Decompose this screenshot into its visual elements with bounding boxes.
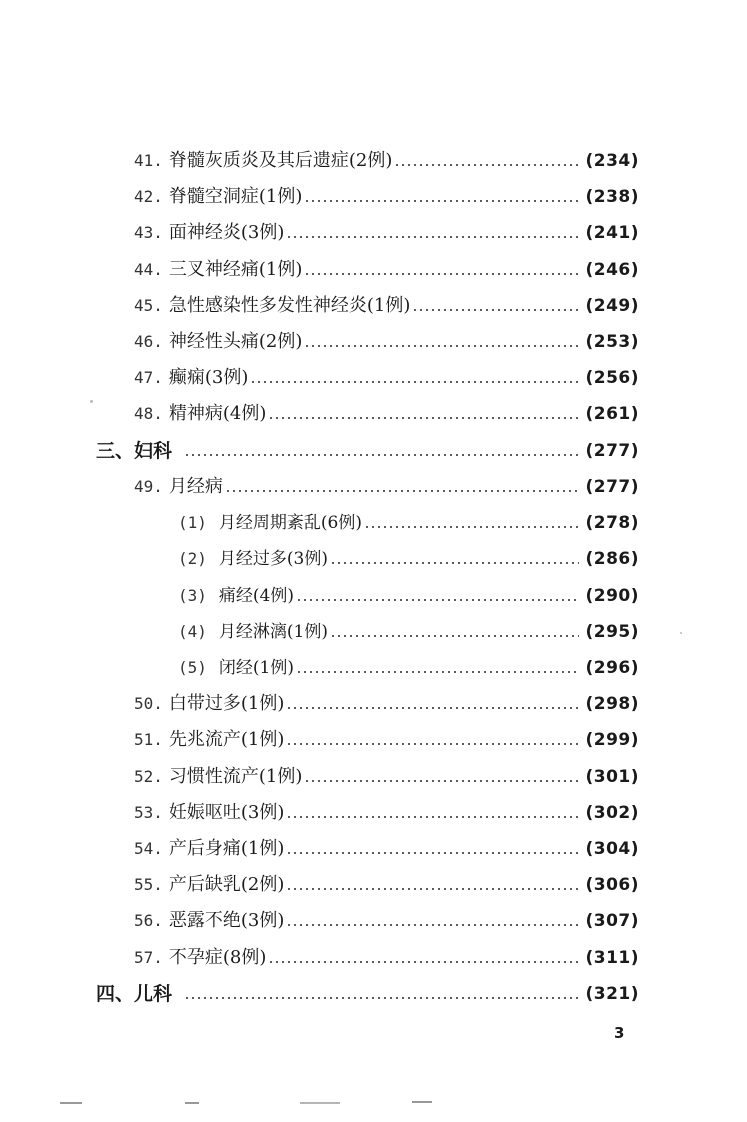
- entry-number: 54.: [134, 839, 163, 858]
- entry-number: 46.: [134, 332, 163, 351]
- toc-entry-45: [134, 288, 639, 324]
- entry-page: (238): [585, 187, 639, 207]
- entry-number: (2): [178, 549, 207, 568]
- entry-page: (256): [585, 368, 639, 388]
- toc-subentry-1: [178, 505, 639, 541]
- dot-leader: [286, 888, 579, 890]
- entry-title: 先兆流产(1例): [168, 729, 285, 750]
- entry-title: 产后缺乳(2例): [168, 874, 285, 895]
- entry-number: 53.: [134, 803, 163, 822]
- dot-leader: [304, 200, 579, 202]
- entry-number: 51.: [134, 730, 163, 749]
- entry-page: (296): [585, 658, 639, 678]
- toc-entry-52: [134, 759, 639, 795]
- scan-speck: [300, 1102, 340, 1104]
- toc-section-gynecology: [96, 433, 639, 469]
- entry-title: 脊髓灰质炎及其后遗症(2例): [168, 150, 393, 171]
- dot-leader: [330, 635, 579, 637]
- entry-title: 急性感染性多发性神经炎(1例): [168, 295, 411, 316]
- dot-leader: [364, 526, 579, 528]
- entry-title: 月经周期紊乱(6例): [218, 513, 362, 533]
- entry-number: 48.: [134, 404, 163, 423]
- toc-entry-55: [134, 867, 639, 903]
- entry-title: 月经淋漓(1例): [218, 622, 328, 642]
- toc-entry-56: [134, 903, 639, 939]
- dot-leader: [296, 599, 579, 601]
- dot-leader: [330, 562, 579, 564]
- entry-number: 52.: [134, 767, 163, 786]
- entry-number: 45.: [134, 296, 163, 315]
- dot-leader: [394, 164, 579, 166]
- dot-leader: [286, 816, 579, 818]
- entry-title: 恶露不绝(3例): [168, 910, 285, 931]
- entry-title: 癫痫(3例): [168, 367, 249, 388]
- toc-subentry-4: [178, 614, 639, 650]
- entry-title: 三叉神经痛(1例): [168, 259, 303, 280]
- entry-page: (241): [585, 223, 639, 243]
- dot-leader: [286, 236, 579, 238]
- entry-title: 精神病(4例): [168, 403, 267, 424]
- dot-leader: [286, 924, 579, 926]
- entry-title: 白带过多(1例): [168, 693, 285, 714]
- dot-leader: [412, 309, 579, 311]
- entry-title: 月经过多(3例): [218, 549, 328, 569]
- entry-number: 56.: [134, 911, 163, 930]
- entry-title: 脊髓空洞症(1例): [168, 186, 303, 207]
- entry-number: 44.: [134, 260, 163, 279]
- entry-page: (295): [585, 622, 639, 642]
- dot-leader: [304, 345, 579, 347]
- scan-speck: [185, 1102, 199, 1104]
- toc-entry-43: [134, 215, 639, 251]
- entry-page: (286): [585, 549, 639, 569]
- entry-title: 不孕症(8例): [168, 947, 267, 968]
- dot-leader: [304, 780, 579, 782]
- entry-page: (306): [585, 875, 639, 895]
- entry-number: 55.: [134, 875, 163, 894]
- toc-entry-46: [134, 324, 639, 360]
- toc-subentry-3: [178, 578, 639, 614]
- toc-entry-54: [134, 831, 639, 867]
- toc-entry-42: [134, 179, 639, 215]
- entry-page: (277): [585, 441, 639, 461]
- toc-entry-57: [134, 940, 639, 976]
- toc-entry-50: [134, 686, 639, 722]
- entry-title: 面神经炎(3例): [168, 222, 285, 243]
- toc-entry-51: [134, 722, 639, 758]
- entry-title: 习惯性流产(1例): [168, 766, 303, 787]
- toc-entry-47: [134, 360, 639, 396]
- dot-leader: [250, 381, 579, 383]
- dot-leader: [304, 273, 579, 275]
- entry-page: (253): [585, 332, 639, 352]
- entry-title: 产后身痛(1例): [168, 838, 285, 859]
- section-title: 三、妇科: [96, 440, 173, 462]
- entry-page: (301): [585, 767, 639, 787]
- entry-page: (299): [585, 730, 639, 750]
- entry-page: (302): [585, 803, 639, 823]
- entry-number: 41.: [134, 151, 163, 170]
- scan-speck: [60, 1102, 82, 1104]
- entry-number: (3): [178, 586, 207, 605]
- entry-page: (311): [585, 948, 639, 968]
- entry-page: (246): [585, 260, 639, 280]
- dot-leader: [296, 671, 579, 673]
- scan-speck: [412, 1101, 432, 1103]
- toc-entry-53: [134, 795, 639, 831]
- scan-speck: [90, 400, 93, 403]
- toc-subentry-5: [178, 650, 639, 686]
- section-title: 四、儿科: [96, 983, 173, 1005]
- toc-entry-44: [134, 252, 639, 288]
- toc-entry-41: [134, 143, 639, 179]
- entry-number: (4): [178, 622, 207, 641]
- entry-page: (307): [585, 911, 639, 931]
- toc-section-pediatrics: [96, 976, 639, 1012]
- dot-leader: [184, 997, 579, 999]
- entry-number: 47.: [134, 368, 163, 387]
- entry-title: 妊娠呕吐(3例): [168, 802, 285, 823]
- entry-page: (249): [585, 296, 639, 316]
- entry-page: (278): [585, 513, 639, 533]
- dot-leader: [286, 743, 579, 745]
- entry-number: 49.: [134, 477, 163, 496]
- dot-leader: [184, 454, 579, 456]
- dot-leader: [286, 852, 579, 854]
- entry-page: (277): [585, 477, 639, 497]
- entry-number: 43.: [134, 223, 163, 242]
- dot-leader: [225, 490, 580, 492]
- entry-number: 50.: [134, 694, 163, 713]
- entry-page: (290): [585, 586, 639, 606]
- entry-number: 42.: [134, 187, 163, 206]
- toc-subentry-2: [178, 541, 639, 577]
- entry-number: 57.: [134, 948, 163, 967]
- entry-page: (304): [585, 839, 639, 859]
- entry-page: (321): [585, 984, 639, 1004]
- entry-title: 神经性头痛(2例): [168, 331, 303, 352]
- entry-number: (5): [178, 658, 207, 677]
- dot-leader: [268, 417, 579, 419]
- scan-speck: [680, 632, 682, 634]
- entry-title: 闭经(1例): [218, 658, 294, 678]
- entry-title: 痛经(4例): [218, 586, 294, 606]
- page-number: 3: [614, 1024, 625, 1042]
- entry-page: (234): [585, 151, 639, 171]
- dot-leader: [268, 961, 579, 963]
- entry-page: (298): [585, 694, 639, 714]
- entry-page: (261): [585, 404, 639, 424]
- entry-number: (1): [178, 513, 207, 532]
- entry-title: 月经病: [168, 476, 223, 497]
- toc-entry-48: [134, 396, 639, 432]
- dot-leader: [286, 707, 579, 709]
- toc-entry-49: [134, 469, 639, 505]
